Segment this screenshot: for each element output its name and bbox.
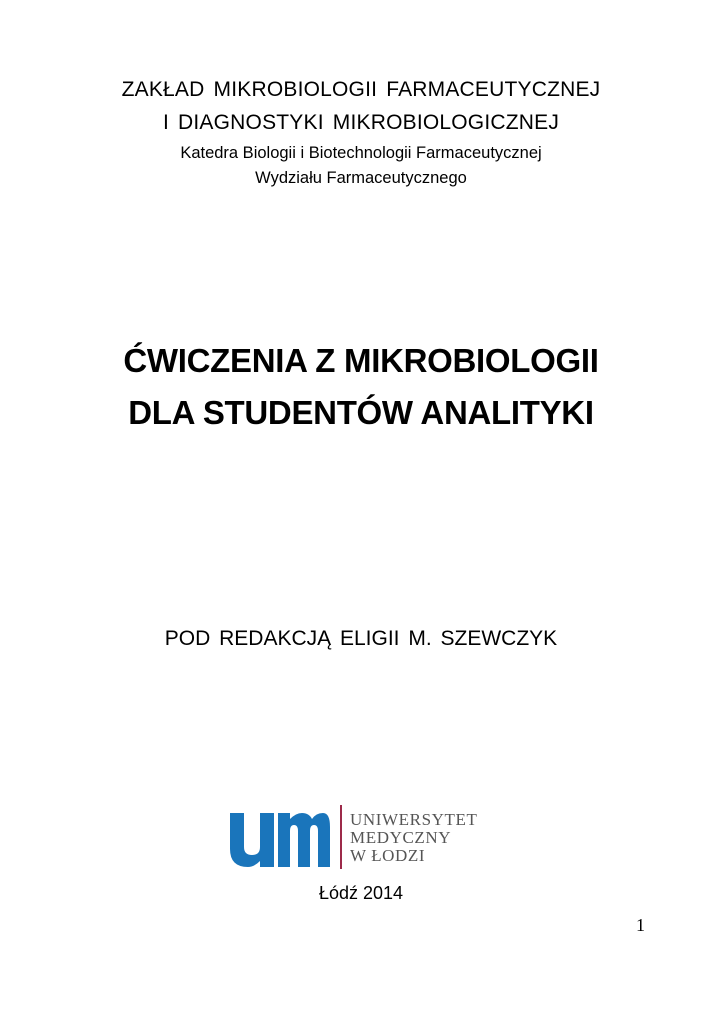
logo-text-line3: W ŁODZI: [350, 846, 426, 865]
document-title-line1: ĆWICZENIA Z MIKROBIOLOGII: [123, 342, 599, 379]
page-number: 1: [636, 915, 645, 935]
faculty-name: Wydziału Farmaceutycznego: [255, 169, 467, 187]
chair-name: Katedra Biologii i Biotechnologii Farmaceutycznej: [180, 144, 542, 162]
university-logo: [230, 805, 500, 869]
um-logo-mark-icon: [230, 813, 330, 867]
department-name-line1: ZAKŁAD MIKROBIOLOGII FARMACEUTYCZNEJ: [121, 78, 601, 101]
department-name-line2: I DIAGNOSTYKI MIKROBIOLOGICZNEJ: [162, 111, 560, 134]
logo-wordmark: [350, 811, 477, 865]
logo-text-line1: UNIWERSYTET: [350, 810, 478, 829]
logo-text-line2: MEDYCZNY: [350, 828, 452, 847]
logo-divider: [340, 805, 342, 869]
editor-credit: POD REDAKCJĄ ELIGII M. SZEWCZYK: [164, 627, 558, 650]
document-title-line2: DLA STUDENTÓW ANALITYKI: [128, 394, 594, 431]
place-and-year: Łódź 2014: [318, 883, 404, 903]
